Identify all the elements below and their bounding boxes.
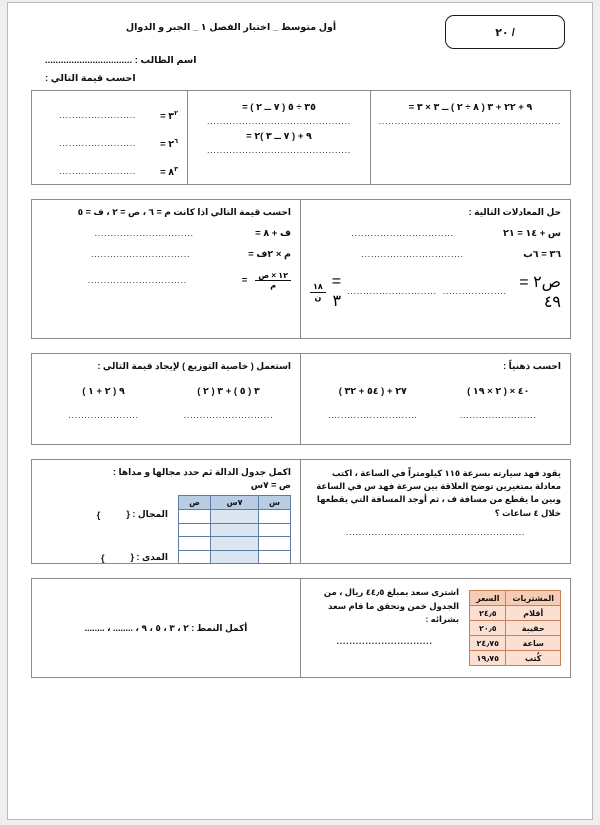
answer-line[interactable]: ........................ xyxy=(59,137,136,148)
table-row[interactable] xyxy=(179,550,291,564)
equation-text: ٣٦ = ٦ب xyxy=(523,249,561,260)
answer-line[interactable]: ................................ xyxy=(361,248,464,259)
mental-item xyxy=(436,382,562,424)
power-expression: $٣^٢$ = xyxy=(160,110,179,123)
item-price: ٢٤٫٧٥ xyxy=(470,636,506,651)
student-name-field[interactable]: اسم الطالب : ................................. xyxy=(45,55,197,66)
item-price: ٢٠٫٥ xyxy=(470,621,506,636)
cell-pattern xyxy=(32,579,301,677)
item-price: ٢٤٫٥ xyxy=(470,606,506,621)
word-problem-text: يقود فهد سيارته بسرعة ١١٥ كيلومتراً في الساعة ، اكتب معادلة بمتغيرين توضح العلاقة بين سرعة فهد س في الساعة وبين ما يقطع من مسافة ف ، ثم أوجد المسافة التي يقطعها خلال ٤ ساعات ؟ xyxy=(316,468,561,518)
range-label: المدى : { xyxy=(130,552,168,562)
answer-line[interactable]: ............................................. xyxy=(206,116,352,126)
cell-7x[interactable] xyxy=(211,537,259,551)
answer-line[interactable]: ............................ xyxy=(183,410,274,420)
col-header-items: المشتريات xyxy=(506,591,561,606)
distributive-item xyxy=(166,382,291,424)
item-name: حقيبة xyxy=(506,621,561,636)
answer-line[interactable]: ............................... xyxy=(90,248,191,259)
domain-range-column xyxy=(41,495,168,563)
cell-y[interactable] xyxy=(179,523,211,537)
cell-function-domain-range xyxy=(32,460,301,563)
worksheet-header xyxy=(31,11,571,53)
pattern-question[interactable]: أكمل النمط : ٢ ، ٣ ، ٥ ، ٩ ، ........ ، ........ xyxy=(84,622,248,633)
col-header-x: س xyxy=(259,496,291,510)
distributive-items xyxy=(41,382,291,424)
fraction-rhs: = xyxy=(241,275,248,287)
shopping-area xyxy=(310,586,561,666)
fraction xyxy=(310,282,326,301)
equation-fraction-row xyxy=(41,271,291,290)
cell-y[interactable] xyxy=(179,510,211,524)
power-expression: $٨^٣$ = xyxy=(160,166,179,179)
power-row xyxy=(41,161,178,182)
answer-line[interactable]: ...................... xyxy=(68,410,139,420)
expression-div-paren: ٣٥ ÷ ٥ ( ٧ ــ ٢ ) = xyxy=(242,102,316,113)
table-row xyxy=(470,606,561,621)
answer-line[interactable]: ............................... xyxy=(87,274,187,285)
fraction-numerator: ١٢ × ص xyxy=(255,271,291,281)
question-title-mental: احسب ذهنياً : xyxy=(503,361,561,371)
col-header-y: ص xyxy=(179,496,211,510)
function-equation: ص = ٧س xyxy=(250,480,291,490)
fraction-denominator: م xyxy=(270,281,277,291)
table-row[interactable] xyxy=(179,510,291,524)
cell-powers xyxy=(32,91,188,184)
table-header-row xyxy=(470,591,561,606)
answer-line[interactable]: ............................ xyxy=(347,286,437,297)
cell-shopping-table xyxy=(301,579,570,677)
shopping-price-table xyxy=(469,590,561,666)
section-exponents xyxy=(31,90,571,185)
answer-line[interactable]: ........................ xyxy=(59,109,136,120)
table-row[interactable] xyxy=(179,537,291,551)
equation-text: ف + ٨ = xyxy=(255,228,291,239)
section-distributive-mental xyxy=(31,353,571,445)
range-row[interactable] xyxy=(41,552,168,563)
worksheet-page xyxy=(7,2,593,820)
cell-expressions-two xyxy=(188,91,371,184)
answer-line[interactable]: ................................ xyxy=(351,227,454,238)
cell-7x[interactable] xyxy=(211,550,259,564)
cell-x[interactable] xyxy=(259,537,291,551)
cell-x[interactable] xyxy=(259,510,291,524)
item-name: أقلام xyxy=(506,606,561,621)
fraction-denominator: ن xyxy=(314,292,322,302)
expression-order-operations: ٩ + ٢٢ + ٣ ( ٨ ÷ ٢ ) ــ ٣ × ٣ = xyxy=(408,102,533,113)
mental-expression: ٢٧ + ( ٥٤ + ٣٢ ) xyxy=(338,386,407,397)
answer-line[interactable]: ........................ xyxy=(59,165,136,176)
cell-y[interactable] xyxy=(179,537,211,551)
bottom-spacer xyxy=(31,678,571,738)
cell-evaluate-expressions xyxy=(32,200,301,338)
table-row xyxy=(470,621,561,636)
section-equations xyxy=(31,199,571,339)
equation-row xyxy=(41,228,291,239)
function-area xyxy=(41,495,291,564)
instruction-calculate: احسب قيمة التالي : xyxy=(45,73,136,84)
answer-line[interactable]: .............................. xyxy=(336,635,433,646)
table-row xyxy=(470,651,561,666)
range-close-brace: } xyxy=(101,552,105,563)
answer-line[interactable]: .................... xyxy=(442,286,507,297)
cell-mental-math xyxy=(301,354,570,444)
equation-text: م × ٢ف = xyxy=(248,249,291,260)
table-row[interactable] xyxy=(179,523,291,537)
cell-x[interactable] xyxy=(259,550,291,564)
table-row xyxy=(470,636,561,651)
shopping-problem-text: اشترى سعد بمبلغ ٤٤٫٥ ريال ، من الجدول خمن وتحقق ما قام سعد بشرائه : xyxy=(323,587,460,625)
equation-row xyxy=(41,249,291,260)
function-table[interactable] xyxy=(178,495,291,564)
answer-line[interactable]: ............................................. xyxy=(206,144,352,155)
power-expression: $٢^٦$ = xyxy=(160,138,179,151)
mental-items xyxy=(310,382,561,424)
equation-row-pair xyxy=(310,272,561,312)
item-name: كُتب xyxy=(506,651,561,666)
col-header-7x: ٧س xyxy=(211,496,259,510)
fraction-rhs: = ٣ xyxy=(331,273,342,310)
answer-line[interactable]: ........................................................ xyxy=(345,526,526,537)
equation-row xyxy=(310,249,561,260)
distributive-expression: ٩ ( ٢ + ١ ) xyxy=(82,386,125,397)
shopping-problem-column xyxy=(310,586,459,650)
item-price: ١٩٫٧٥ xyxy=(470,651,506,666)
equation-text: س + ١٤ = ٢١ xyxy=(503,228,561,239)
item-name: ساعة xyxy=(506,636,561,651)
cell-distributive xyxy=(32,354,301,444)
cell-expression-long xyxy=(371,91,570,184)
question-title-function: اكمل جدول الدالة ثم حدد مجالها و مداها : xyxy=(112,467,291,477)
col-header-price: السعر xyxy=(470,591,506,606)
cell-word-problem xyxy=(301,460,570,563)
answer-line[interactable]: ............................... xyxy=(94,227,194,238)
power-row xyxy=(41,133,178,154)
expression-square-paren: ٩ + ( ٧ ــ ٣ )٢ = xyxy=(246,130,312,142)
fraction xyxy=(255,271,291,290)
power-row xyxy=(41,105,178,126)
cell-y[interactable] xyxy=(179,550,211,564)
score-box: / ٢٠ xyxy=(445,15,565,49)
mental-expression: ٤٠ × ( ٢ × ١٩ ) xyxy=(467,386,530,397)
fraction-numerator: ١٨ xyxy=(310,282,326,292)
cell-solve-equations xyxy=(301,200,570,338)
cell-7x[interactable] xyxy=(211,523,259,537)
distributive-expression: ٣ ( ٥ ) + ٣ ( ٢ ) xyxy=(197,386,260,397)
equation-fraction-group xyxy=(310,273,437,311)
worksheet-content xyxy=(31,11,571,806)
cell-7x[interactable] xyxy=(211,510,259,524)
exam-title: أول متوسط _ اختبار الفصل ١ _ الجبر و الدوال xyxy=(125,22,337,33)
mental-item xyxy=(310,382,436,424)
equation-square-text: ص٢ = ٤٩ xyxy=(519,274,561,311)
section-function-table xyxy=(31,459,571,564)
cell-x[interactable] xyxy=(259,523,291,537)
section-pattern-shopping xyxy=(31,578,571,678)
domain-label: المجال : { xyxy=(126,509,168,519)
question-title-evaluate: احسب قيمة التالي اذا كانت م = ٦ ، ص = ٢ ، ف = ٥ xyxy=(77,207,291,217)
answer-line[interactable]: ......................................................... xyxy=(378,116,561,126)
distributive-item xyxy=(41,382,166,424)
question-title-distributive: استعمل ( خاصية التوزيع ) لإيجاد قيمة التالي : xyxy=(97,361,291,371)
answer-line[interactable]: ........................ xyxy=(459,410,537,420)
equation-square-group xyxy=(443,272,561,312)
answer-line[interactable]: ............................ xyxy=(327,410,418,420)
question-title-solve: حل المعادلات التالية : xyxy=(468,207,561,217)
equation-row xyxy=(310,228,561,239)
table-header-row xyxy=(179,496,291,510)
domain-close-brace: } xyxy=(96,509,101,520)
domain-row[interactable] xyxy=(41,509,168,520)
